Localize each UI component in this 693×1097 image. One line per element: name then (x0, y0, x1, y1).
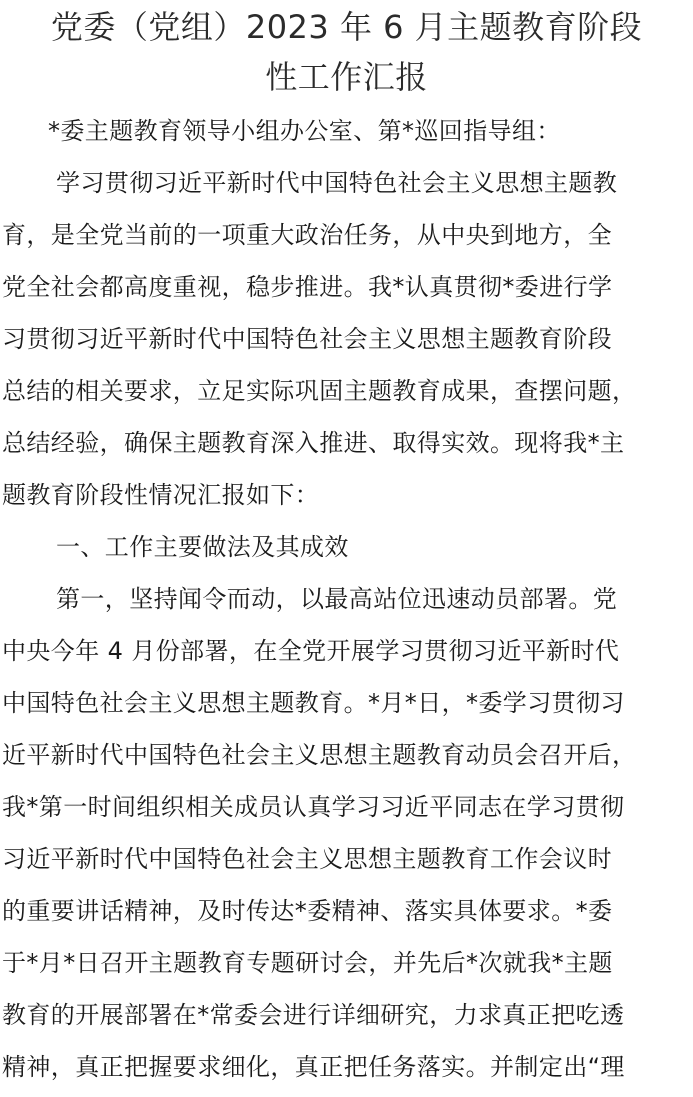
body-line-11: 近平新时代中国特色社会主义思想主题教育动员会召开后， (2, 741, 637, 769)
body-line-4: 习贯彻习近平新时代中国特色社会主义思想主题教育阶段 (2, 325, 612, 353)
body-line-7: 题教育阶段性情况汇报如下： (2, 481, 320, 509)
title-line-2: 性工作汇报 (265, 58, 428, 96)
body-line-3: 党全社会都高度重视，稳步推进。我*认真贯彻*委进行学 (2, 273, 613, 301)
body-line-9: 中央今年 4 月份部署，在全党开展学习贯彻习近平新时代 (2, 637, 620, 665)
section-heading-1: 一、工作主要做法及其成效 (56, 533, 349, 561)
title-line-1: 党委（党组）2023 年 6 月主题教育阶段 (50, 8, 643, 46)
body-line-17: 精神，真正把握要求细化，真正把任务落实。并制定出“理 (2, 1053, 625, 1081)
body-line-16: 教育的开展部署在*常委会进行详细研究，力求真正把吃透 (2, 1001, 625, 1029)
body-line-6: 总结经验，确保主题教育深入推进、取得实效。现将我*主 (2, 429, 625, 457)
body-line-10: 中国特色社会主义思想主题教育。*月*日，*委学习贯彻习 (2, 689, 625, 717)
body-line-5: 总结的相关要求，立足实际巩固主题教育成果，查摆问题， (2, 377, 637, 405)
document-title (0, 0, 693, 102)
body-line-8: 第一，坚持闻令而动，以最高站位迅速动员部署。党 (56, 585, 618, 613)
body-line-2: 育，是全党当前的一项重大政治任务，从中央到地方，全 (2, 221, 612, 249)
body-line-15: 于*月*日召开主题教育专题研讨会，并先后*次就我*主题 (2, 949, 613, 977)
body-line-12: 我*第一时间组织相关成员认真学习习近平同志在学习贯彻 (2, 793, 625, 821)
body-line-1: 学习贯彻习近平新时代中国特色社会主义思想主题教 (56, 169, 618, 197)
body-line-14: 的重要讲话精神，及时传达*委精神、落实具体要求。*委 (2, 897, 613, 925)
body-line-13: 习近平新时代中国特色社会主义思想主题教育工作会议时 (2, 845, 612, 873)
salutation: *委主题教育领导小组办公室、第*巡回指导组： (48, 117, 561, 145)
